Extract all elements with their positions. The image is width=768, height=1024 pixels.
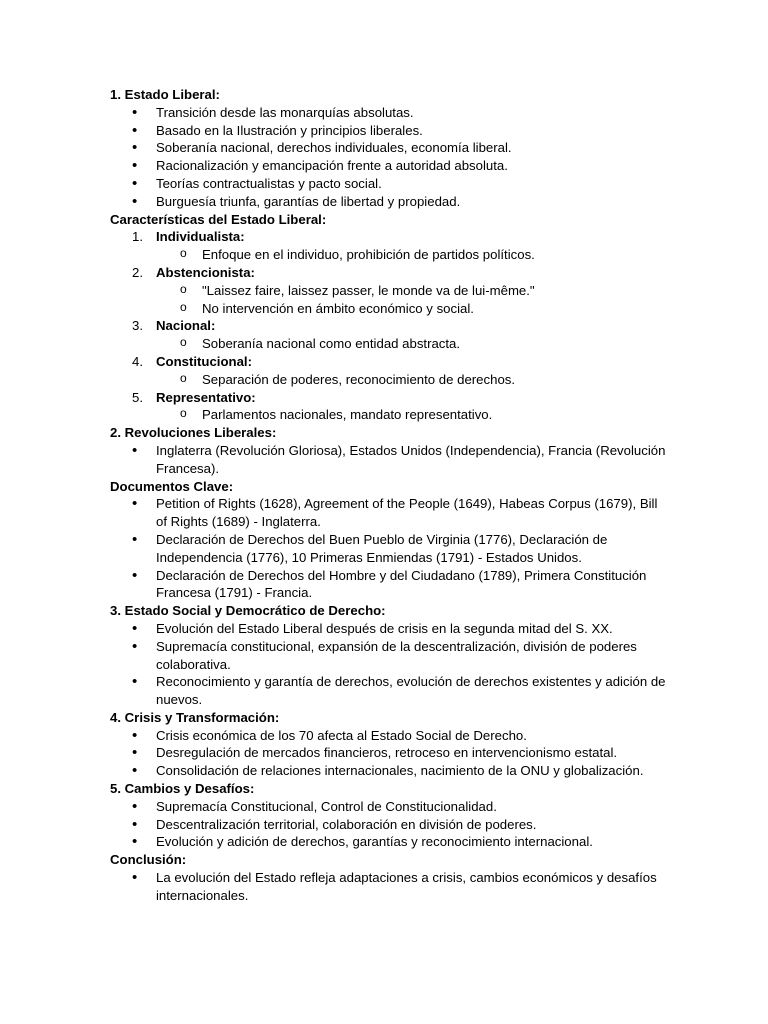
numbered-item bbox=[110, 353, 670, 389]
sub-item: o Enfoque en el individuo, prohibición de partidos políticos. bbox=[156, 246, 670, 264]
list-item: • Descentralización territorial, colaboración en división de poderes. bbox=[110, 816, 670, 834]
section-heading-crisis: 4. Crisis y Transformación: bbox=[110, 709, 280, 725]
list-item: • Teorías contractualistas y pacto social. bbox=[110, 175, 670, 193]
item-number: 4. bbox=[132, 353, 143, 369]
list-item: • Petition of Rights (1628), Agreement of the People (1649), Habeas Corpus (1679), Bill of Rights (1689) - Inglaterra. bbox=[110, 495, 670, 531]
list-item: • Inglaterra (Revolución Gloriosa), Estados Unidos (Independencia), Francia (Revolución Francesa). bbox=[110, 442, 670, 478]
bullet-list-revoluciones bbox=[110, 442, 670, 478]
list-item: • Supremacía Constitucional, Control de Constitucionalidad. bbox=[110, 798, 670, 816]
bullet-list-documentos bbox=[110, 495, 670, 602]
section-heading-cambios: 5. Cambios y Desafíos: bbox=[110, 781, 255, 797]
section-heading-estado-liberal: 1. Estado Liberal: bbox=[110, 87, 220, 102]
item-title: Representativo: bbox=[156, 389, 256, 405]
list-item: • Reconocimiento y garantía de derechos, evolución de derechos existentes y adición de nuevos. bbox=[110, 673, 670, 709]
sub-list bbox=[156, 246, 670, 264]
sub-item: o Parlamentos nacionales, mandato representativo. bbox=[156, 406, 670, 424]
bullet-list-conclusion bbox=[110, 869, 670, 905]
item-title: Abstencionista: bbox=[156, 264, 255, 280]
list-item: • Declaración de Derechos del Hombre y del Ciudadano (1789), Primera Constitución Francesa (1791) - Francia. bbox=[110, 567, 670, 603]
numbered-item bbox=[110, 389, 670, 425]
item-number: 1. bbox=[132, 229, 143, 245]
list-item: • Racionalización y emancipación frente a autoridad absoluta. bbox=[110, 157, 670, 175]
section-heading-conclusion: Conclusión: bbox=[110, 852, 187, 868]
list-item: • Basado en la Ilustración y principios liberales. bbox=[110, 122, 670, 140]
item-number: 2. bbox=[132, 264, 143, 280]
section-heading-revoluciones: 2. Revoluciones Liberales: bbox=[110, 425, 277, 441]
section-heading-documentos: Documentos Clave: bbox=[110, 478, 234, 494]
list-item: • Burguesía triunfa, garantías de libertad y propiedad. bbox=[110, 193, 670, 211]
item-title: Constitucional: bbox=[156, 353, 252, 369]
list-item: • Soberanía nacional, derechos individuales, economía liberal. bbox=[110, 139, 670, 157]
list-item: • Desregulación de mercados financieros, retroceso en intervencionismo estatal. bbox=[110, 744, 670, 762]
list-item: • Evolución y adición de derechos, garantías y reconocimiento internacional. bbox=[110, 833, 670, 851]
sub-list bbox=[156, 371, 670, 389]
bullet-list-cambios bbox=[110, 798, 670, 851]
list-item: • Declaración de Derechos del Buen Pueblo de Virginia (1776), Declaración de Independencia (1776), 10 Primeras Enmiendas (1791) - Estados Unidos. bbox=[110, 531, 670, 567]
list-item: • Evolución del Estado Liberal después de crisis en la segunda mitad del S. XX. bbox=[110, 620, 670, 638]
item-title: Nacional: bbox=[156, 318, 216, 334]
section-heading-caracteristicas: Características del Estado Liberal: bbox=[110, 211, 327, 227]
numbered-list-caracteristicas bbox=[110, 228, 670, 424]
bullet-list-estado-liberal bbox=[110, 104, 670, 211]
sub-list bbox=[156, 406, 670, 424]
sub-item: o Soberanía nacional como entidad abstracta. bbox=[156, 335, 670, 353]
list-item: • La evolución del Estado refleja adaptaciones a crisis, cambios económicos y desafíos internacionales. bbox=[110, 869, 670, 905]
section-heading-estado-social: 3. Estado Social y Democrático de Derecho: bbox=[110, 603, 386, 619]
sub-list bbox=[156, 335, 670, 353]
list-item: • Crisis económica de los 70 afecta al Estado Social de Derecho. bbox=[110, 727, 670, 745]
numbered-item bbox=[110, 228, 670, 264]
sub-item: o Separación de poderes, reconocimiento de derechos. bbox=[156, 371, 670, 389]
numbered-item bbox=[110, 317, 670, 353]
sub-item: o No intervención en ámbito económico y social. bbox=[156, 300, 670, 318]
list-item: • Consolidación de relaciones internacionales, nacimiento de la ONU y globalización. bbox=[110, 762, 670, 780]
bullet-list-crisis bbox=[110, 727, 670, 780]
numbered-item bbox=[110, 264, 670, 317]
sub-item: o "Laissez faire, laissez passer, le monde va de lui-même." bbox=[156, 282, 670, 300]
item-number: 3. bbox=[132, 318, 143, 334]
sub-list bbox=[156, 282, 670, 318]
item-number: 5. bbox=[132, 389, 143, 405]
item-title: Individualista: bbox=[156, 229, 245, 245]
document-page bbox=[110, 86, 670, 905]
list-item: • Supremacía constitucional, expansión de la descentralización, división de poderes colaborativa. bbox=[110, 638, 670, 674]
list-item: • Transición desde las monarquías absolutas. bbox=[110, 104, 670, 122]
bullet-list-estado-social bbox=[110, 620, 670, 709]
